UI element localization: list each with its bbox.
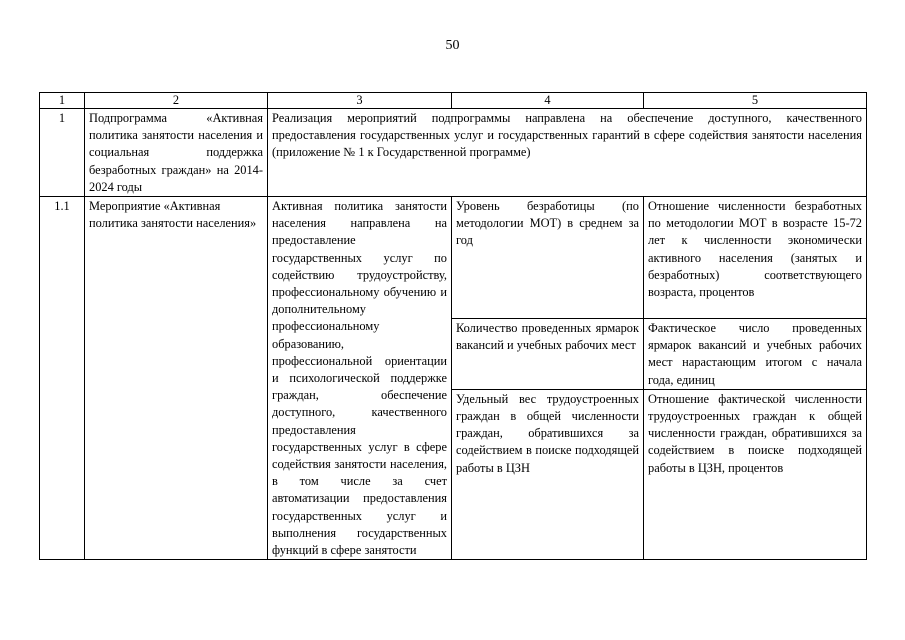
- measure-description: Активная политика занятости населения направлена на предоставление государственных услуг по содействию трудоустройству, профессиональному обучению и дополнительному профессиональному образованию, профессиональной ориентации и психологической поддержке граждан, обеспечение доступного, качественного предоставления государственных услуг в сфере содействия занятости населения, в том числе за счет автоматизации предоставления государственных услуг и выполнения государственных функций в сфере занятости: [268, 197, 452, 560]
- page-number: 50: [445, 38, 460, 53]
- indicator-name: Уровень безработицы (по методологии МОТ) в среднем за год: [452, 197, 644, 319]
- row-number: 1.1: [40, 197, 85, 560]
- header-col-1: 1: [40, 93, 85, 109]
- row-number: 1: [40, 109, 85, 197]
- subprogram-description: Реализация мероприятий подпрограммы направлена на обеспечение доступного, качественного предоставления государственных услуг и государственных гарантий в сфере содействия занятости населения (приложение № 1 к Государственной программе): [268, 109, 867, 197]
- indicator-definition: Отношение численности безработных по методологии МОТ в возрасте 15-72 лет к численности экономически активного населения (занятых и безработных) соответствующего возраста, процентов: [644, 197, 867, 319]
- indicator-name: Количество проведенных ярмарок вакансий и учебных рабочих мест: [452, 319, 644, 390]
- header-col-3: 3: [268, 93, 452, 109]
- indicator-definition: Фактическое число проведенных ярмарок вакансий и учебных рабочих мест нарастающим итогом с начала года, единиц: [644, 319, 867, 390]
- indicator-name: Удельный вес трудоустроенных граждан в общей численности граждан, обратившихся за содействием в поиске подходящей работы в ЦЗН: [452, 389, 644, 559]
- table-row-measure: [40, 197, 867, 319]
- header-row: [40, 93, 867, 109]
- table-row-subprogram: [40, 109, 867, 197]
- measure-name: Мероприятие «Активная политика занятости населения»: [85, 197, 268, 560]
- header-col-2: 2: [85, 93, 268, 109]
- program-table: [39, 92, 867, 560]
- subprogram-name: Подпрограмма «Активная политика занятости населения и социальная поддержка безработных граждан» на 2014-2024 годы: [85, 109, 268, 197]
- header-col-5: 5: [644, 93, 867, 109]
- header-col-4: 4: [452, 93, 644, 109]
- indicator-definition: Отношение фактической численности трудоустроенных граждан к общей численности граждан, обратившихся за содействием в поиске подходящей работы в ЦЗН, процентов: [644, 389, 867, 559]
